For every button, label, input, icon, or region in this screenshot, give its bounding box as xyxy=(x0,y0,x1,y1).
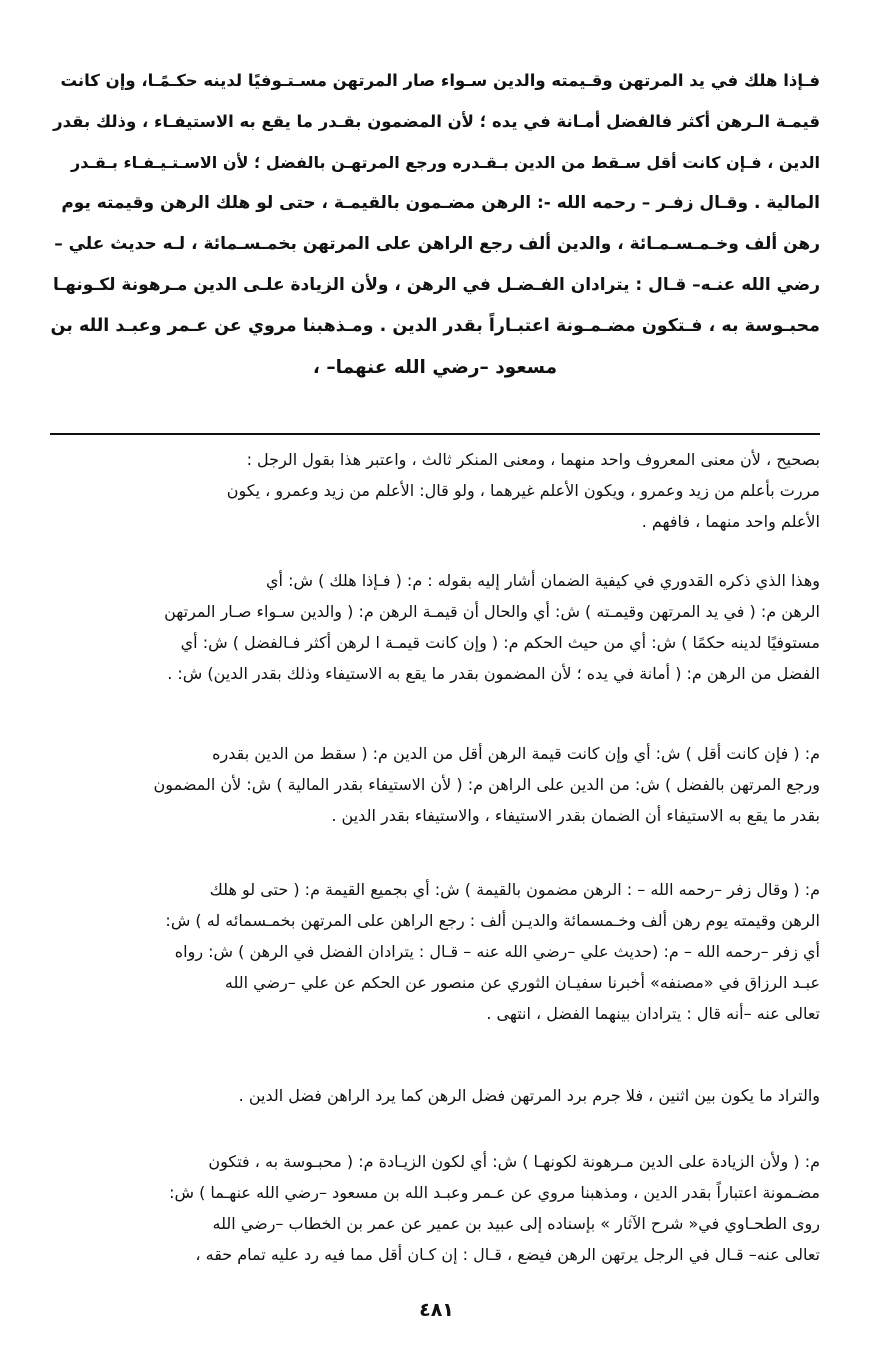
commentary-line: مضـمونة اعتباراً بقدر الدين ، ومذهبنا مروي عن عـمر وعبـد الله بن مسعود –رضي الله عنهـما ) ش: xyxy=(169,1183,820,1202)
commentary-line: عبـد الرزاق في «مصنفه» أخبرنا سفيـان الثوري عن منصور عن الحكم عن علي –رضي الله xyxy=(224,973,820,992)
main-text-line: الدين ، فـإن كانت أقل سـقط من الدين بـقـدره ورجع المرتهـن بالفضل ؛ لأن الاسـتـيـفـاء بـقـدر xyxy=(70,153,820,172)
commentary-line: مستوفيًا لدينه حكمًا ) ش: أي من حيث الحكم م: ( وإن كانت قيمـة ا لرهن أكثر فـالفضل ) ش: أي xyxy=(180,633,820,652)
commentary-paragraph xyxy=(50,738,820,831)
main-text-line: المالية . وقـال زفـر – رحمه الله -: الرهن مضـمون بالقيمـة ، حتى لو هلك الرهن وقيمته يوم xyxy=(61,193,820,213)
main-text-line: رهن ألف وخـمـسـمـائة ، والدين ألف رجع الراهن على المرتهن بخمـسـمائة ، لـه حديث علي – xyxy=(54,234,820,254)
main-text-line: رضي الله عنـه– قـال : يترادان الفـضـل في الرهن ، ولأن الزيادة علـى الدين مـرهونة لكـونهـا xyxy=(52,275,820,295)
commentary-line: ورجع المرتهن بالفضل ) ش: من الدين على الراهن م: ( لأن الاستيفاء بقدر المالية ) ش: لأن المضمون xyxy=(153,775,820,794)
commentary-line: تعالى عنه –أنه قال : يترادان بينهما الفضل ، انتهى . xyxy=(486,1004,820,1023)
commentary-line: وهذا الذي ذكره القدوري في كيفية الضمان أشار إليه بقوله : م: ( فـإذا هلك ) ش: أي xyxy=(266,571,820,590)
commentary-line: أي زفر –رحمه الله – م: (حديث علي –رضي الله عنه – قـال : يترادان الفضل في الرهن ) ش: رواه xyxy=(174,942,820,961)
commentary-line: بصحيح ، لأن معنى المعروف واحد منهما ، ومعنى المنكر ثالث ، واعتبر هذا بقول الرجل : xyxy=(246,450,820,469)
commentary-line: م: ( فإن كانت أقل ) ش: أي وإن كانت قيمة الرهن أقل من الدين م: ( سقط من الدين بقدره xyxy=(212,744,820,763)
commentary-line: روى الطحـاوي في« شرح الآثار » بإسناده إلى عبيد بن عمير عن عمر بن الخطاب –رضي الله xyxy=(212,1214,820,1233)
commentary-paragraph xyxy=(50,1080,820,1111)
commentary-paragraph xyxy=(50,565,820,689)
commentary-line: م: ( ولأن الزيادة على الدين مـرهونة لكونهـا ) ش: أي لكون الزيـادة م: ( محبـوسة به ، فتكون xyxy=(208,1152,820,1171)
page-number: ٤٨١ xyxy=(419,1299,454,1321)
main-text-line: قيمـة الـرهن أكثر فالفضل أمـانة في يده ؛ لأن المضمون بقـدر ما يقع به الاستيفـاء ، وذلك بقدر xyxy=(53,112,820,131)
commentary-line: مررت بأعلم من زيد وعمرو ، ويكون الأعلم غيرهما ، ولو قال: الأعلم من زيد وعمرو ، يكون xyxy=(226,481,820,500)
commentary-line: م: ( وقال زفر –رحمه الله – : الرهن مضمون بالقيمة ) ش: أي بجميع القيمة م: ( حتى لو هلك xyxy=(209,880,820,899)
commentary-paragraph xyxy=(50,1146,820,1270)
commentary-line: تعالى عنه– قـال في الرجل يرتهن الرهن فيضع ، قـال : إن كـان أقل مما فيه رد عليه تمام حقه ، xyxy=(195,1245,820,1264)
main-text-line: فـإذا هلك في يد المرتهن وقـيمته والدين سـواء صار المرتهن مسـتـوفيًا لدينه حكـمًـا، وإن كانت xyxy=(60,71,820,90)
main-text-line: مسعود –رضي الله عنهما– ، xyxy=(312,357,558,378)
commentary-line: الرهن م: ( في يد المرتهن وقيمـته ) ش: أي والحال أن قيمـة الرهن م: ( والدين سـواء صـار المرتهن xyxy=(164,602,820,621)
commentary-line: الأعلم واحد منهما ، فافهم . xyxy=(641,512,820,531)
commentary-line: والتراد ما يكون بين اثنين ، فلا جرم برد المرتهن فضل الرهن كما يرد الراهن فضل الدين . xyxy=(238,1086,820,1105)
main-text-line: محبـوسة به ، فـتكون مضـمـونة اعتبـاراً بقدر الدين . ومـذهبنا مروي عن عـمر وعبـد الله بن xyxy=(50,316,820,336)
main-text xyxy=(50,60,820,388)
footnote-paragraph xyxy=(50,444,820,537)
commentary-paragraph xyxy=(50,874,820,1029)
commentary-line: الفضل من الرهن م: ( أمانة في يده ؛ لأن المضمون بقدر ما يقع به الاستيفاء وذلك بقدر الدين) ش: . xyxy=(167,664,820,683)
commentary-line: بقدر ما يقع به الاستيفاء أن الضمان بقدر الاستيفاء ، والاستيفاء بقدر الدين . xyxy=(331,806,820,825)
commentary-line: الرهن وقيمته يوم رهن ألف وخـمسمائة والديـن ألف : رجع الراهن على المرتهن بخمـسمائه له ) ش: xyxy=(165,911,820,930)
separator-rule xyxy=(50,433,820,435)
